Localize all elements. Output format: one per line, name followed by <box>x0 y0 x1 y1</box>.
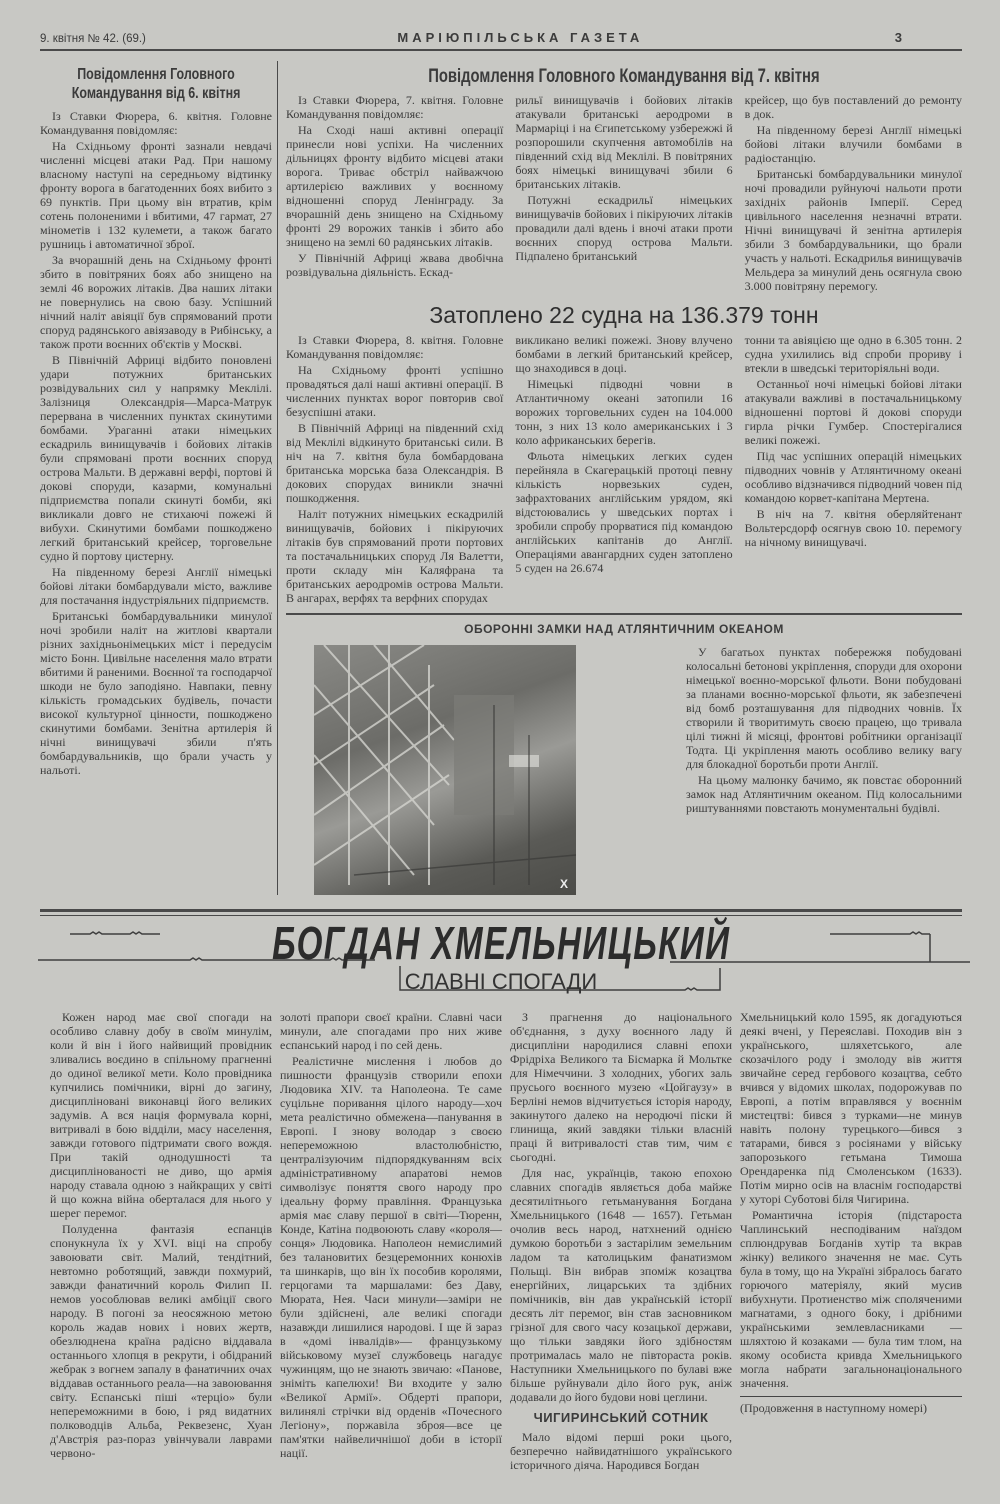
feature-banner <box>40 909 962 1002</box>
photo-feature-title: ОБОРОННІ ЗАМКИ НАД АТЛЯНТИЧНИМ ОКЕАНОМ <box>464 622 784 636</box>
feature-title: БОГДАН ХМЕЛЬНИЦЬКИЙ <box>271 917 731 969</box>
feature-col4: Хмельницький коло 1595, як догадуються деякі вчені, у Переяславі. Походив він з українського, шляхетського, але скозачілого роду і змолоду вів життя звичайне серед гербового козацтва, себто вчився у відомих школах, подорожував по Европі, а потім вправлявся у воєннім мистецтві: бився з турками—не минув навіть полону турецького—бився з татарами, бився з росіянами у війську запорозького гетьмана Тимоша Орендаренка під Смоленськом (1633). Потім мирно осів на власнім господарстві у хуторі Суботові біля Чигирина. Романтична історія (підстароста Чаплинський несподіваним наїздом сплюндрував Богданів хутір та вкрав жінку) великого значення не має. Суть була в тому, що на Україні зібралось багато горючого матеріялу, який мусив вибухнути. Протиенство між споляченими магнатами, з одного боку, і дрібними українськими землевласниками — шляхтою й козаками — була тим тлом, на якому особиста кривда Хмельницького могла набрати загальнонаціонального значення. (Продовження в наступному номері) <box>740 1010 962 1415</box>
news-section <box>40 61 962 895</box>
photo-feature-text: У багатьох пунктах побережжя побудовані колосальні бетонові укріплення, споруди для охорони німецької воєнно-морської фльоти. Вони побудовані за планами воєнно-морської фльоти, як забезпечені від бомб розташування для підводних човнів. Їх створили й творитимуть своєю працею, що тривала цілі тижні й місяці, фронтові робітники організації Тодта. Ці укріплення мають особливо велику вагу для блокадної боротьби проти Англії. На цьому малюнку бачимо, як повстає оборонний замок над Атлянтичним океаном. Під колосальними риштуваннями повстають монументальні будівлі. <box>686 645 962 815</box>
subheading-chyhyryn: ЧИГИРИНСЬКИЙ СОТНИК <box>533 1410 709 1425</box>
report-apr8-col2: викликано великі пожежі. Знову влучено бомбами в легкий британський крейсер, що знаходився в доці. Німецькі підводні човни в Атлантичному океані затопили 16 ворожих торговельних суден на 104.000 тонн, з них 13 коло американських і 3 коло африканських берегів. Фльота німецьких легких суден перейняла в Скагерацькій протоці певну кількість норвезьких суден, зафрахтованих англійським урядом, які відстоювались у шведських портах і зробили спробу прорватися під командою англійських капітанів до Англії. Операціями авангардних суден затоплено 5 суден на 26.674 <box>515 333 733 575</box>
photo-mark: Х <box>559 877 568 891</box>
continued-note: (Продовження в наступному номері) <box>740 1401 928 1415</box>
feature-col2: золоті прапори своєї країни. Славні часи минули, але спогадами про них живе еспанський народ і по сей день. Реалістичне мислення і любов до пишности французів створили епохи Людовика XIV. та Наполеона. Те саме суцільне поривання цілого народу—хоч мета реалістично обмежена—панування в Европі. І знову володар з своєю непереможною властолюбністю, централізуючим підпорядкуванням всіх адміністративному апаратові немов символізує поняття свого народу про ідеальну форму правління. Французька армія має славу першої в світі—Тюренн, Конде, Катіна подвоюють славу «короля—сонця» Людовика. Наполеон немислимий без талановитих безцеремонних конюхів та шинкарів, що він їх пособив королями, герцогами та маршалами: без Даву, Мюрата, Нея. Часи минули—заміри не були здійснені, але великі спогади назавжди лишилися народові. І ще й зараз в «домі інвалідів»— французькому військовому музеї службовець нагадує чужинцям, що не знають звичаю: «Панове, зніміть капелюхи! Ви входите у залю «Великої Армії». Обдерті прапори, вилинялі стрічки від орденів «Почесного Легіону», поржавіла зброя—все це пам'ятки найвеличнішої доби в історії нації. <box>280 1010 502 1460</box>
report-apr8-columns <box>286 333 962 607</box>
fortification-photo <box>314 645 576 895</box>
report-apr7-col2: рильї винищувачів і бойових літаків атакували британські аеродроми в Мармаріці і на Єгипетському узбережжі й розпорошили скупчення автомобілів на південний схід від Меклілі. В повітряних боях німецькі винищувачі збили 6 британських літаків. Потужні ескадрильї німецьких винищувачів бойових і пікіруючих літаків провадили далі вдень і вночі атаки проти воєнних споруд острова Мальти. Підпалено британський <box>515 93 733 263</box>
report-apr6-headline: Повідомлення Головного Командування від 6. квітня <box>71 66 241 102</box>
continued-rule <box>740 1396 962 1397</box>
feature-columns <box>40 1010 962 1474</box>
report-apr7-columns <box>286 93 962 295</box>
masthead <box>40 30 962 51</box>
report-apr7-col1: Із Ставки Фюрера, 7. квітня. Головне Командування повідомляє: На Сході наші активні операції принесли нові успіхи. На численних дільницях фронту відбито місцеві атаки ворога. Триває обстріл найважчою артилерією важливих у воєнному відношенні споруд Ленінграду. За вчорашній день знищено на Східньому фронті 29 ворожих танків і збито або знищено на землі 60 радянських літаків. У Північній Африці жвава двобічна розвідувальна діяльність. Ескад- <box>286 93 504 279</box>
report-apr8-col3: тонни та авіяцією ще одно в 6.305 тонн. 2 судна ухилились від спроби прориву і втекли в шведські територіяльні води. Останньої ночі німецькі бойові літаки атакували важливі в постачальницькому відношенні портові й докові споруди гирла річки Гумбер. Спостерігалися великі пожежі. Під час успішних операцій німецьких підводних човнів у Атлянтичному океані особливо відзначився підводний човен під командою корвет-капітана Мертена. В ніч на 7. квітня оберляйтенант Вольтерсдорф осягнув свою 10. перемогу на нічному винищувачі. <box>744 333 962 549</box>
page-number: 3 <box>894 30 902 45</box>
newspaper-title: МАРІЮПІЛЬСЬКА ГАЗЕТА <box>397 30 644 45</box>
feature-col3: З прагнення до національного об'єднання, з духу воєнного ладу й дисципліни народилися славні епохи Фрідріха Великого та Бісмарка й Мольтке для Німеччини. З холодних, убогих заль прусього воєнного музею «Цойгаузу» в Берліні немов відчитується історія народу, закинутого далеко на неродючі піски й глинища, який завдяки тільки власній праці й витривалості став тим, чим є сьогодні. Для нас, українців, такою епохою славних спогадів являється доба майже десятилітнього гетьманування Богдана Хмельницького (1648 — 1657). Гетьман очолив весь народ, натхнений однією думкою боротьби з застарілим земельним ладом та католицьким фанатизмом Польщі. Він вибрав зпоміж козацтва енергійних, лицарських та здібних помічників, він дав українській історії десять літ перемог, він став засновником грізної для свого часу козацької держави, що тільки завдяки його здібностям протрималась мало не півтораста років. Наступники Хмельницького по булаві вже більше руйнували діло його рук, аніж додавали до його будови нові цеглини. ЧИГИРИНСЬКИЙ СОТНИК Мало відомі перші роки цього, безперечно найвидатнішого українського історичного діяча. Народився Богдан <box>510 1010 732 1472</box>
photo-feature <box>286 645 962 895</box>
feature-double-rule <box>40 915 962 1002</box>
report-apr7-headline: Повідомлення Головного Командування від 7. квітня <box>428 66 820 87</box>
feature-subtitle: СЛАВНІ СПОГАДИ <box>404 969 598 994</box>
issue-date: 9. квітня № 42. (69.) <box>40 33 146 45</box>
section-rule <box>286 613 962 615</box>
report-apr6-body: Із Ставки Фюрера, 6. квітня. Головне Командування повідомляє: На Східньому фронті зазнали невдачі численні місцеві атаки Рад. При нашому власному наступі на середньому відтинку фронту ворога в багатоденних боях вибито з 69 пунктів. При цьому він втратив, крім сотень полоненими і вбитими, 47 гармат, 27 мінометів і 132 кулемети, а також багато рушниць і автоматичної зброї. За вчорашній день на Східньому фронті збито в повітряних боях або знищено на землі 46 ворожих літаків. Два наших літаки не повернулись на свою базу. Успішний нічний наліт авіяції був спрямований проти споруд радянського авіязаводу в Рибінську, а також проти воєнних об'єктів у Москві. В Північній Африці відбито поновлені удари потужних британських розвідувальних сил у напрямку Меклілі. Залізниця Олександрія—Марса-Матрук перервана в численних пунктах скинутими бомбами. Ураганні атаки німецьких ескадриль винищувачів і бойових літаків були спрямовані проти воєнних споруд острова Мальти. В державні верфі, портові й докові споруди, казарми, комунальні підприємства попали скинуті бомби, які викликали довго не стихаючі пожежі й вибухи. Скинутими бомбами пошкоджено легкий британський крейсер, торговельне судно й портову цистерну. На південному березі Англії німецькі бойові літаки бомбардували місто, важливе для постачання індустріяльних підприємств. Британські бомбардувальники минулої ночі зробили наліт на житлові квартали різних західньонімецьких міст і передусім місто Бонн. Цивільне населення мало втрати вбитими й раненими. Воєнної та господарчої шкоди не було заподіяно. Навпаки, певну кількість громадських будівель, почасти високої культурної цінности, пошкоджено скинутими бомбами. Зенітна артилерія й нічні винищувачі збили п'ять бомбардувальників, що брали участь у нальоті. <box>40 109 272 777</box>
right-news-area <box>278 61 962 895</box>
report-apr7-col3: крейсер, що був поставлений до ремонту в док. На південному березі Англії німецькі бойові літаки влучили бомбами в радіостанцію. Британські бомбардувальники минулої ночі провадили руйнуючі нальоти проти західніх районів Імперії. Серед цивільного населення незначні втрати. Нічні винищувачі й зенітна артилерія збили 3 бомбардувальники, що брали участь у нальоті. Ескадрилья винищувачів Мельдера за минулий день осягнула свою 3.000 повітряну перемогу. <box>744 93 962 293</box>
report-apr6 <box>40 61 278 895</box>
report-apr8-headline: Затоплено 22 судна на 136.379 тонн <box>429 302 819 328</box>
scaffolding-graphic <box>314 645 576 895</box>
feature-col1: Кожен народ має свої спогади на особливо славну добу в своїм минулім, коли й він і його найвищий провідник зливались воєдино в спільному прагненні до одиної великої мети. Коло провідника купчились помічники, вірні до загину, дисципліновані виконавці його великих задумів. А вся нація формувала корні, витривалі в бою відділи, масу населення, завжди готового підтримати свого вождя. При такій однодушності та дисциплінованості не диво, що армія народу ставала одною з найкращих у світі й що кожна війна оберталася для нього у шерег перемог. Полуденна фантазія еспанців спонукнула їх у XVI. віці на спробу завоювати світ. Малий, тендітний, невтомно роботящий, завжди похмурий, завжди фанатичний король Филип II. немов уособлював великі амбіції свого народу. В погоні за неосяжною метою король жадав нових і нових жертв, обезлюднена країна радісно віддавала останнього хлопця в рекрути, і обідраний жебрак з вогнем запалу в фанатичних очах віддавав останнього реала—на завоювання світу. Еспанські піші «терціо» були непереможними в бою, і ряд видатних полководців Альба, Реквезенс, Хуан д'Австрія раз-пораз увінчували лаврами червоно- <box>50 1010 272 1460</box>
report-apr8-col1: Із Ставки Фюрера, 8. квітня. Головне Командування повідомляє: На Східньому фронті успішно провадяться далі наші активні операції. В численних пунктах ворог повторив свої безуспішні атаки. В Північній Африці на південний схід від Меклілі відкинуто британські сили. В ніч на 7. квітня була бомбардована британська морська база Олександрія. В докових спорудах виникли значні пошкодження. Наліт потужних німецьких ескадрилій винищувачів, бойових і пікіруючих літаків був спрямований проти портових та постачальницьких споруд Ля Валетти, проти складу мін Каляфрана та британських аеродромів острова Мальти. В ангарах, верфях та верфних спорудах <box>286 333 504 605</box>
